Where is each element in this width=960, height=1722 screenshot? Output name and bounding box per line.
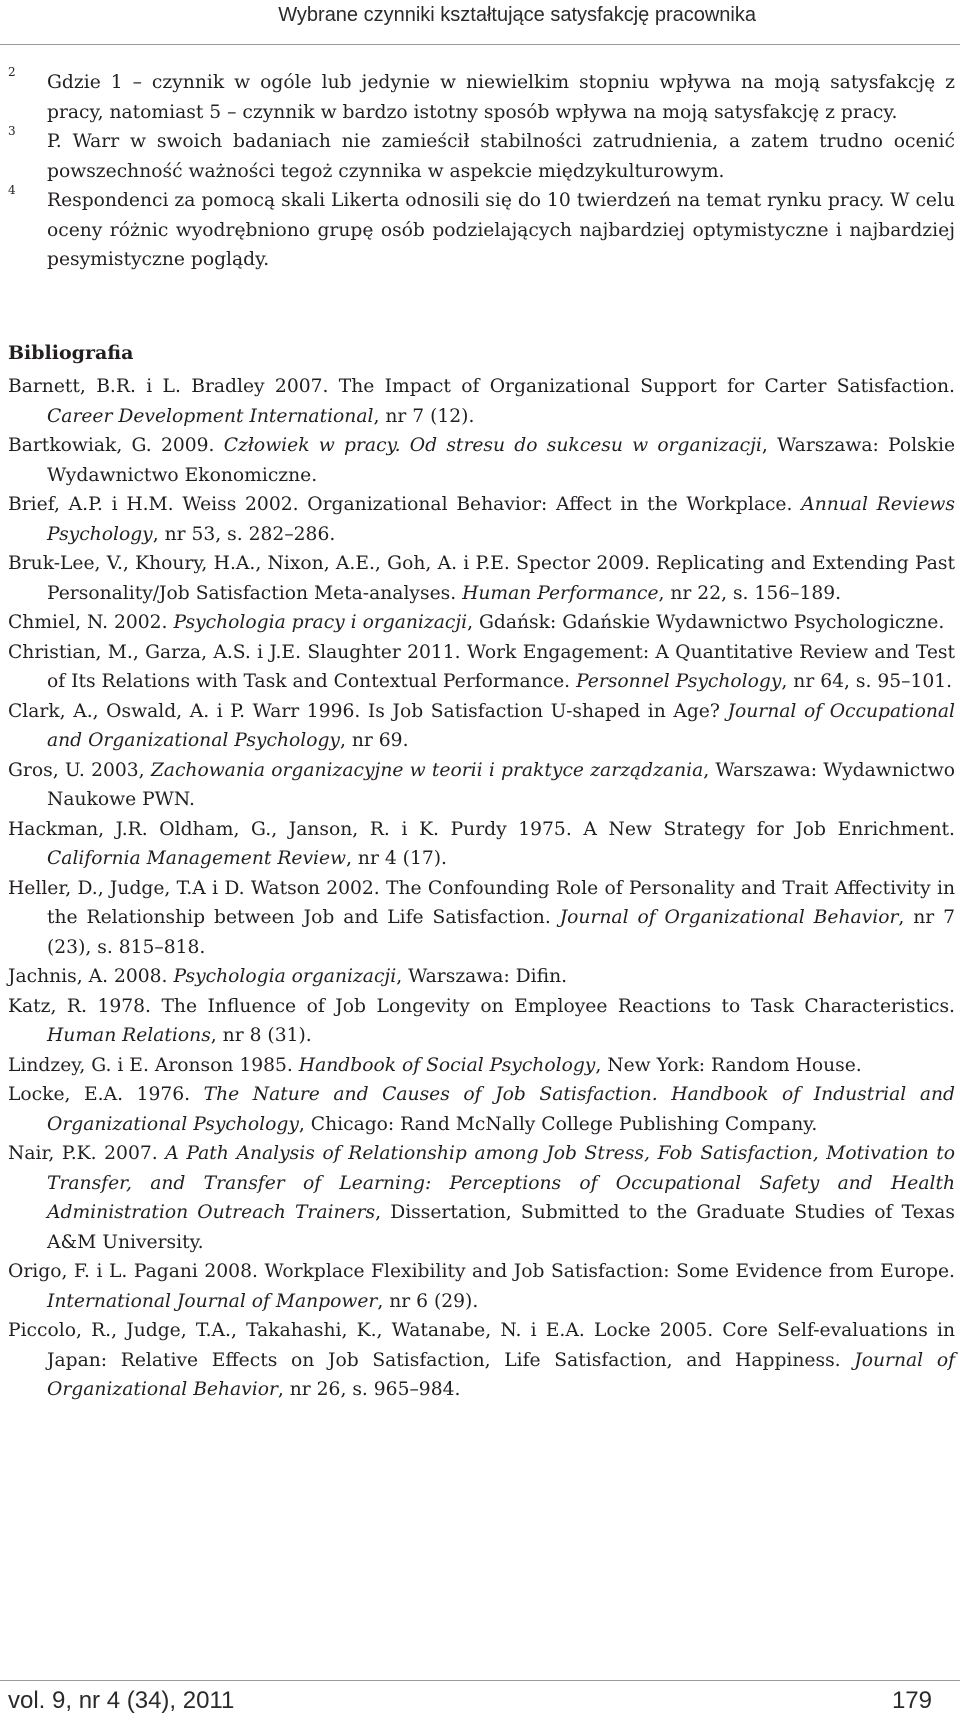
entry-text: Lindzey, G. i E. Aronson 1985.: [8, 1054, 299, 1076]
page-number: 179: [891, 1687, 932, 1714]
bibliography-entry: [8, 638, 955, 697]
entry-text: , nr 4 (17).: [346, 848, 447, 869]
footnote-text: P. Warr w swoich badaniach nie zamieścił stabilności zatrudnienia, a zatem trudno ocenić powszechność ważności tegoż czynnika w aspekcie międzykulturowym.: [47, 131, 955, 182]
page-header: [0, 0, 960, 45]
entry-text: Bruk-Lee, V., Khoury, H.A., Nixon, A.E., Goh, A. i P.E. Spector 2009. Replicating and Extending Past Personality/Job Satisfaction Meta-analyses.: [8, 553, 955, 604]
bibliography-entry: [8, 697, 955, 756]
footnote-text: Respondenci za pomocą skali Likerta odnosili się do 10 twierdzeń na temat rynku pracy. W celu oceny różnic wyodrębniono grupę osób podzielających najbardziej optymistyczne i najbardziej pesymistyczne poglądy.: [47, 190, 955, 270]
footnote-text: Gdzie 1 – czynnik w ogóle lub jedynie w niewielkim stopniu wpływa na moją satysfakcję z pracy, natomiast 5 – czynnik w bardzo istotny sposób wpływa na moją satysfakcję z pracy.: [47, 72, 955, 123]
bibliography-entry: [8, 549, 955, 608]
issue-info: vol. 9, nr 4 (34), 2011: [8, 1687, 235, 1714]
bibliography-entry: [8, 1051, 955, 1081]
bibliography-heading: Bibliografia: [8, 341, 134, 364]
entry-text: , nr 69.: [340, 730, 409, 751]
entry-title: International Journal of Manpower: [47, 1290, 378, 1312]
entry-text: Brief, A.P. i H.M. Weiss 2002. Organizational Behavior: Affect in the Workplace.: [8, 494, 802, 515]
entry-text: , nr 53, s. 282–286.: [152, 523, 336, 545]
bibliography-entry: [8, 608, 955, 638]
entry-text: Heller, D., Judge, T.A i D. Watson 2002. The Confounding Role of Personality and Trait Affectivity in the Relationship between Job and Life Satisfaction.: [8, 877, 955, 928]
entry-title: Career Development International: [47, 405, 374, 427]
entry-text: Christian, M., Garza, A.S. i J.E. Slaughter 2011. Work Engagement: A Quantitative Review and Test of Its Relations with Task and Contextual Performance.: [8, 641, 955, 692]
entry-text: , Warszawa: Difin.: [396, 966, 568, 987]
footnote-number: 3: [8, 124, 16, 138]
bibliography-entry: [8, 372, 955, 431]
bibliography-entry: [8, 962, 955, 992]
bibliography-entry: [8, 1139, 955, 1257]
entry-text: Hackman, J.R. Oldham, G., Janson, R. i K. Purdy 1975. A New Strategy for Job Enrichment.: [8, 818, 955, 840]
bibliography-entry: [8, 1257, 955, 1316]
bibliography-entry: [8, 431, 955, 490]
entry-title: Zachowania organizacyjne w teorii i praktyce zarządzania: [150, 759, 704, 781]
entry-title: California Management Review: [47, 848, 347, 869]
entry-title: Journal of Organizational Behavior: [47, 1349, 955, 1400]
entry-text: Origo, F. i L. Pagani 2008. Workplace Flexibility and Job Satisfaction: Some Evidence from Europe.: [8, 1261, 955, 1282]
entry-text: , nr 64, s. 95–101.: [781, 671, 953, 692]
entry-text: , Gdańsk: Gdańskie Wydawnictwo Psychologiczne.: [467, 612, 945, 633]
bibliography-entry: [8, 1316, 955, 1405]
running-title: Wybrane czynniki kształtujące satysfakcję pracownika: [278, 4, 756, 26]
footnote: [8, 65, 955, 127]
entry-text: , Warszawa: Polskie Wydawnictwo Ekonomiczne.: [47, 435, 956, 486]
entry-text: Piccolo, R., Judge, T.A., Takahashi, K., Watanabe, N. i E.A. Locke 2005. Core Self-evaluations in Japan: Relative Effects on Job Satisfaction, Life Satisfaction, and Happiness.: [8, 1320, 955, 1371]
bibliography-list: [8, 372, 955, 1405]
bibliography-entry: [8, 1080, 955, 1139]
entry-text: , Warszawa: Wydawnictwo Naukowe PWN.: [47, 759, 955, 810]
entry-title: Annual Reviews Psychology: [47, 494, 955, 545]
entry-title: Journal of Organizational Behavior: [559, 907, 899, 928]
entry-title: Personnel Psychology: [576, 671, 782, 692]
entry-title: Human Relations: [47, 1025, 211, 1046]
entry-text: , Chicago: Rand McNally College Publishing Company.: [298, 1113, 818, 1135]
entry-text: , New York: Random House.: [595, 1054, 862, 1076]
entry-text: Barnett, B.R. i L. Bradley 2007. The Impact of Organizational Support for Carter Satisfaction.: [8, 376, 955, 397]
entry-title: A Path Analysis of Relationship among Job Stress, Fob Satisfaction, Motivation to Transfer, and Transfer of Learning: Perceptions of Occupational Safety and Health Administration Outreach Trainers: [47, 1143, 955, 1223]
bibliography-entry: [8, 815, 955, 874]
footnotes: [8, 65, 955, 275]
entry-text: , nr 8 (31).: [210, 1025, 312, 1046]
footnote: [8, 183, 955, 275]
bibliography-entry: [8, 992, 955, 1051]
entry-title: Psychologia pracy i organizacji: [173, 612, 468, 633]
entry-title: Journal of Occupational and Organizational Psychology: [47, 700, 955, 751]
entry-title: The Nature and Causes of Job Satisfaction. Handbook of Industrial and Organizational Psychology: [47, 1084, 955, 1135]
entry-text: Gros, U. 2003,: [8, 759, 151, 781]
entry-text: , nr 7 (12).: [373, 405, 475, 427]
entry-text: Bartkowiak, G. 2009.: [8, 435, 224, 456]
entry-text: Nair, P.K. 2007.: [8, 1143, 166, 1164]
entry-text: Clark, A., Oswald, A. i P. Warr 1996. Is Job Satisfaction U-shaped in Age?: [8, 700, 728, 722]
entry-text: , Dissertation, Submitted to the Graduate Studies of Texas A&M University.: [47, 1202, 955, 1253]
entry-text: Jachnis, A. 2008.: [8, 966, 174, 987]
bibliography-entry: [8, 874, 955, 963]
bibliography-entry: [8, 490, 955, 549]
page-footer: [0, 1680, 960, 1722]
footnote-number: 4: [8, 183, 16, 197]
bibliography-entry: [8, 756, 955, 815]
entry-text: Katz, R. 1978. The Influence of Job Longevity on Employee Reactions to Task Characteristics.: [8, 995, 955, 1017]
entry-text: , nr 6 (29).: [377, 1290, 479, 1312]
entry-title: Człowiek w pracy. Od stresu do sukcesu w organizacji: [223, 435, 762, 456]
entry-text: Locke, E.A. 1976.: [8, 1084, 204, 1105]
footnote: [8, 124, 955, 186]
entry-text: , nr 7 (23), s. 815–818.: [47, 907, 955, 958]
entry-title: Handbook of Social Psychology: [298, 1054, 596, 1076]
page-body: [8, 65, 956, 1405]
entry-text: , nr 26, s. 965–984.: [277, 1379, 461, 1400]
entry-title: Psychologia organizacji: [173, 966, 397, 987]
entry-text: , nr 22, s. 156–189.: [658, 582, 842, 604]
footnote-number: 2: [8, 65, 16, 79]
entry-text: Chmiel, N. 2002.: [8, 612, 174, 633]
entry-title: Human Performance: [462, 582, 659, 604]
